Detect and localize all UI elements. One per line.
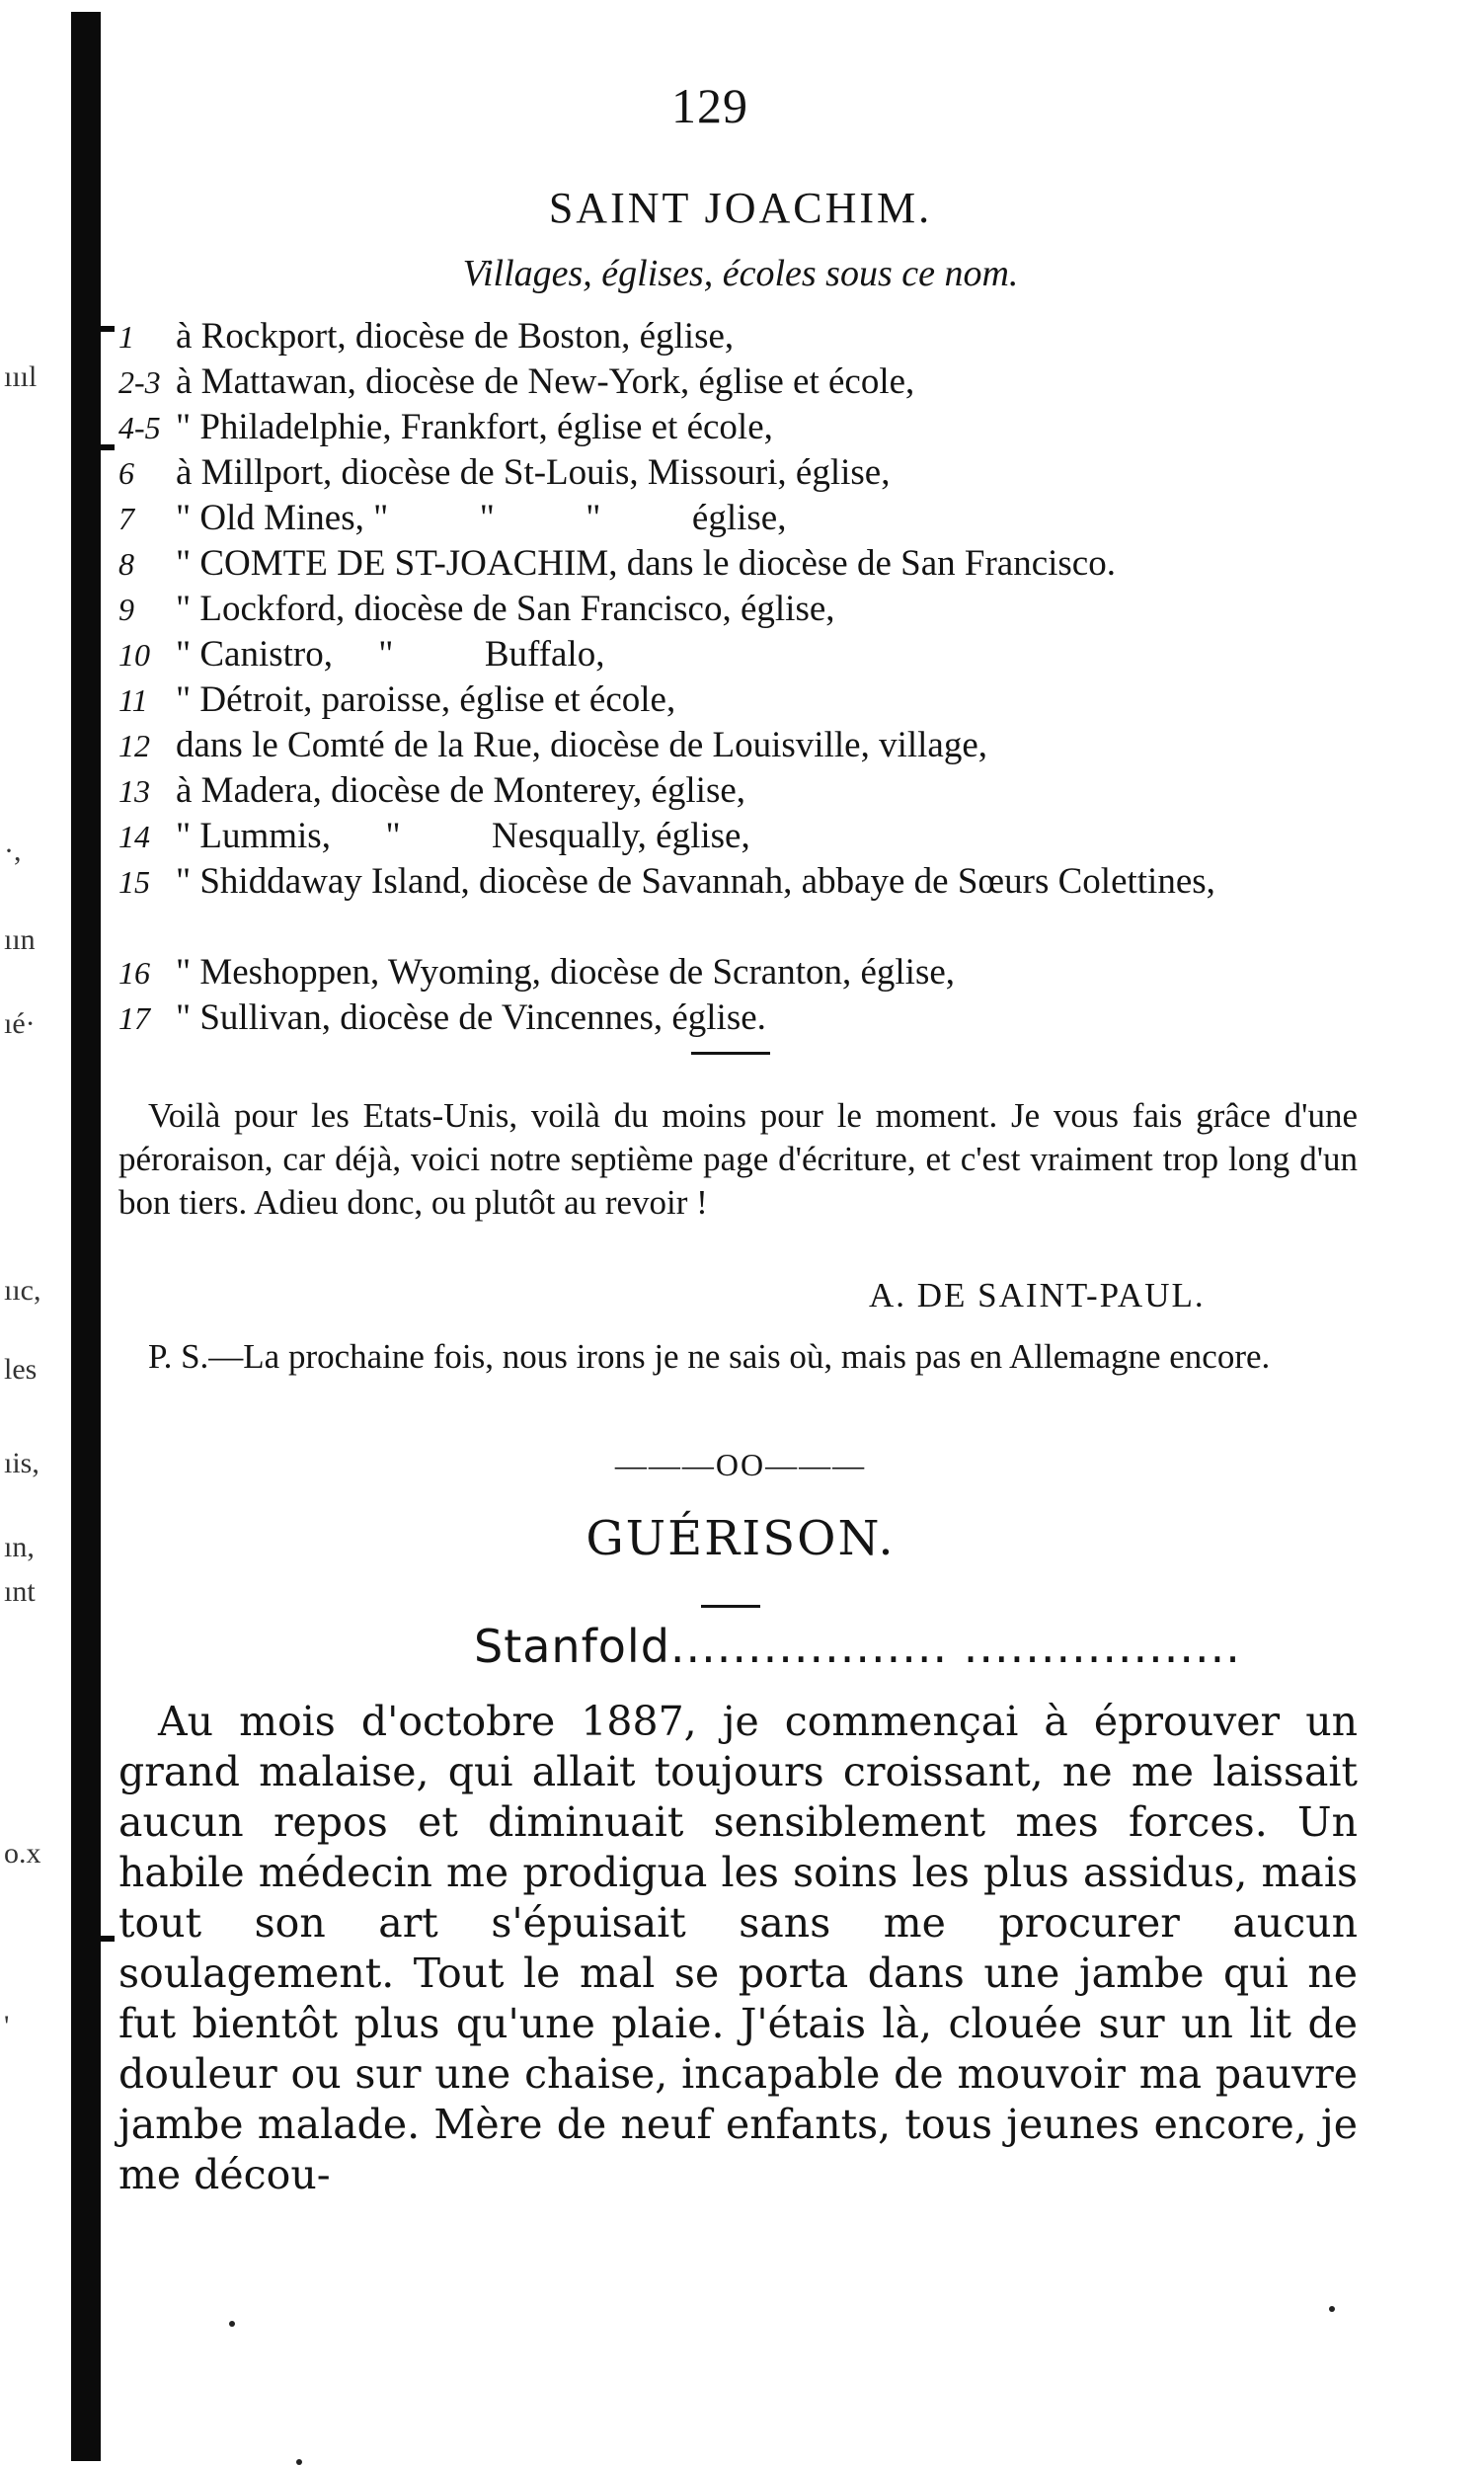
place-line: Stanfold.................. .................. — [474, 1620, 1241, 1673]
margin-fragment: ıis, — [4, 1447, 39, 1479]
entry-number: 4-5 — [118, 410, 161, 445]
page-number: 129 — [671, 78, 748, 133]
list-item — [118, 405, 1363, 450]
section-divider — [691, 1052, 770, 1055]
entry-number: 13 — [118, 773, 150, 809]
list-item — [118, 632, 1363, 677]
margin-fragment: ın, — [4, 1531, 35, 1563]
list-item — [118, 768, 1363, 814]
entry-number: 2-3 — [118, 364, 161, 400]
section-subtitle: Villages, églises, écoles sous ce nom. — [462, 253, 1019, 294]
margin-fragment: ' — [4, 2010, 10, 2042]
entry-text: " Sullivan, diocèse de Vincennes, église. — [176, 997, 766, 1038]
margin-fragment: ıııl — [4, 360, 38, 393]
entry-number: 11 — [118, 682, 148, 718]
list-item — [118, 995, 1363, 1041]
entry-number: 9 — [118, 592, 134, 627]
entry-text: " Détroit, paroisse, église et école, — [176, 679, 676, 720]
adjacent-page-margin — [0, 0, 59, 2467]
entry-number: 16 — [118, 955, 150, 991]
title-divider — [701, 1605, 760, 1608]
article-title: GUÉRISON. — [586, 1511, 896, 1566]
entry-list — [118, 314, 1363, 1041]
list-item — [118, 314, 1363, 359]
closing-paragraph: Voilà pour les Etats-Unis, voilà du moins pour le moment. Je vous fais grâce d'une péroraison, car déjà, voici notre septième page d'écriture, et c'est vraiment trop long d'un bon tiers. Adieu donc, ou plutôt au revoir ! — [118, 1096, 1358, 1222]
list-item — [118, 587, 1363, 632]
margin-fragment: ıın — [4, 923, 36, 956]
list-item — [118, 677, 1363, 723]
entry-number: 7 — [118, 501, 134, 536]
entry-text: à Rockport, diocèse de Boston, église, — [176, 316, 735, 357]
list-item — [118, 814, 1363, 859]
margin-fragment: les — [4, 1353, 38, 1386]
postscript: P. S.—La prochaine fois, nous irons je ne sais où, mais pas en Allemagne encore. — [148, 1337, 1271, 1376]
entry-text: " Philadelphie, Frankfort, église et école, — [176, 407, 773, 447]
signature: A. DE SAINT-PAUL. — [869, 1276, 1206, 1314]
binding-notch — [101, 444, 115, 450]
list-item — [118, 496, 1363, 541]
margin-fragment: o.x — [4, 1837, 41, 1870]
section-title: SAINT JOACHIM. — [548, 184, 933, 232]
binding-notch — [101, 1936, 115, 1942]
list-item — [118, 950, 1363, 995]
entry-text: " Canistro, " Buffalo, — [176, 634, 605, 675]
margin-fragment: ınt — [4, 1575, 36, 1608]
margin-fragment: ·, — [4, 835, 22, 867]
entry-text: " COMTE DE ST-JOACHIM, dans le diocèse de San Francisco. — [176, 543, 1116, 584]
entry-text: " Old Mines, " " " église, — [176, 498, 787, 538]
entry-number: 17 — [118, 1000, 150, 1036]
margin-fragment: ııc, — [4, 1274, 41, 1307]
list-item — [118, 450, 1363, 496]
entry-number: 1 — [118, 319, 134, 355]
entry-text: " Meshoppen, Wyoming, diocèse de Scranton, église, — [176, 952, 956, 993]
entry-text: dans le Comté de la Rue, diocèse de Louisville, village, — [176, 725, 988, 765]
list-item — [118, 723, 1363, 768]
binding-notch — [101, 326, 115, 332]
entry-text: " Lummis, " Nesqually, église, — [176, 816, 750, 856]
print-speck — [1329, 2306, 1335, 2312]
list-item — [118, 359, 1363, 405]
print-speck — [296, 2459, 302, 2465]
list-item — [118, 859, 1363, 950]
entry-text: à Millport, diocèse de St-Louis, Missouri, église, — [176, 452, 891, 493]
article-body: Au mois d'octobre 1887, je commençai à éprouver un grand malaise, qui allait toujours croissant, ne me laissait aucun repos et diminuait sensiblement mes forces. Un habile médecin me prodigua les soins les plus assidus, mais tout son art s'épuisait sans me procurer aucun soulagement. Tout le mal se porta dans une jambe qui ne fut bientôt plus qu'une plaie. J'étais là, clouée sur un lit de douleur ou sur une chaise, incapable de mouvoir ma pauvre jambe malade. Mère de neuf enfants, tous jeunes encore, je me décou- — [118, 1698, 1358, 2198]
margin-fragment: ıé· — [4, 1007, 36, 1040]
ornamental-separator: ———OO——— — [614, 1447, 867, 1482]
entry-text: à Mattawan, diocèse de New-York, église et école, — [176, 361, 915, 402]
entry-number: 15 — [118, 864, 150, 900]
print-speck — [229, 2321, 235, 2327]
entry-number: 12 — [118, 728, 150, 763]
entry-text: " Lockford, diocèse de San Francisco, église, — [176, 589, 835, 629]
entry-number: 8 — [118, 546, 134, 582]
entry-number: 6 — [118, 455, 134, 491]
list-item — [118, 541, 1363, 587]
binding-edge — [71, 12, 101, 2461]
entry-number: 14 — [118, 819, 150, 854]
entry-text: " Shiddaway Island, diocèse de Savannah, abbaye de Sœurs Colettines, — [176, 861, 1215, 902]
entry-number: 10 — [118, 637, 150, 673]
entry-text: à Madera, diocèse de Monterey, église, — [176, 770, 746, 811]
